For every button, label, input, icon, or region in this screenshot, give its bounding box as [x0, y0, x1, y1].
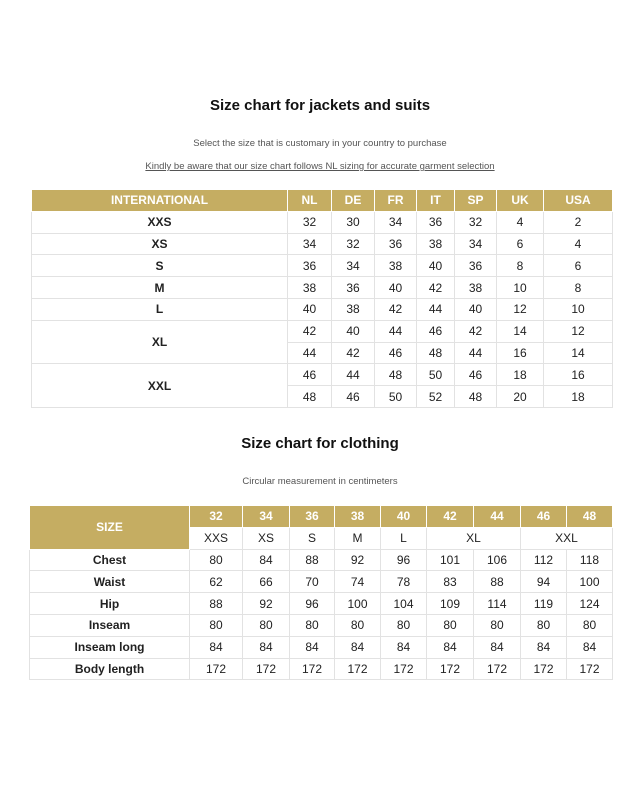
- size-value: 10: [497, 277, 544, 299]
- measurement-value: 84: [381, 636, 427, 658]
- measurement-value: 101: [427, 549, 474, 571]
- size-letter-header: XL: [427, 527, 521, 549]
- measurement-value: 80: [521, 614, 567, 636]
- measurement-value: 84: [243, 549, 290, 571]
- measurement-value: 84: [290, 636, 335, 658]
- size-value: 18: [544, 386, 613, 408]
- size-value: 50: [375, 386, 417, 408]
- size-value: 42: [288, 320, 332, 342]
- size-letter-header: XS: [243, 527, 290, 549]
- size-value: 32: [455, 211, 497, 233]
- measurement-value: 172: [290, 658, 335, 680]
- column-header: INTERNATIONAL: [32, 190, 288, 212]
- measurement-value: 124: [567, 593, 613, 615]
- size-value: 44: [417, 298, 455, 320]
- size-value: 30: [332, 211, 375, 233]
- measurement-value: 94: [521, 571, 567, 593]
- measurement-value: 84: [335, 636, 381, 658]
- size-label: XXS: [32, 211, 288, 233]
- size-value: 6: [497, 233, 544, 255]
- size-value: 32: [332, 233, 375, 255]
- size-value: 6: [544, 255, 613, 277]
- size-value: 16: [544, 364, 613, 386]
- measurement-value: 80: [190, 549, 243, 571]
- measurement-value: 106: [474, 549, 521, 571]
- measurement-value: 78: [381, 571, 427, 593]
- size-letter-header: M: [335, 527, 381, 549]
- measurement-label: Hip: [30, 593, 190, 615]
- measurement-value: 88: [290, 549, 335, 571]
- size-value: 46: [332, 386, 375, 408]
- size-value: 40: [455, 298, 497, 320]
- size-value: 42: [417, 277, 455, 299]
- measurement-label: Waist: [30, 571, 190, 593]
- table-row: [30, 658, 613, 680]
- size-number-header: 42: [427, 506, 474, 528]
- column-header: NL: [288, 190, 332, 212]
- size-label: L: [32, 298, 288, 320]
- measurement-value: 112: [521, 549, 567, 571]
- measurement-value: 109: [427, 593, 474, 615]
- measurement-value: 84: [190, 636, 243, 658]
- size-value: 44: [455, 342, 497, 364]
- size-letter-header: S: [290, 527, 335, 549]
- size-value: 46: [375, 342, 417, 364]
- measurement-value: 100: [567, 571, 613, 593]
- size-value: 20: [497, 386, 544, 408]
- measurement-label: Body length: [30, 658, 190, 680]
- table-row: [32, 364, 613, 386]
- column-header: IT: [417, 190, 455, 212]
- size-label: S: [32, 255, 288, 277]
- table-row: [32, 211, 613, 233]
- measurement-value: 66: [243, 571, 290, 593]
- size-value: 42: [455, 320, 497, 342]
- measurement-value: 172: [474, 658, 521, 680]
- size-value: 38: [417, 233, 455, 255]
- measurement-value: 80: [381, 614, 427, 636]
- table-row: [30, 636, 613, 658]
- table-row: [32, 233, 613, 255]
- size-value: 8: [497, 255, 544, 277]
- size-value: 42: [375, 298, 417, 320]
- measurement-value: 172: [335, 658, 381, 680]
- size-number-header: 34: [243, 506, 290, 528]
- size-value: 48: [375, 364, 417, 386]
- measurement-value: 80: [190, 614, 243, 636]
- jackets-subtitle: Select the size that is customary in your country to purchase: [193, 138, 447, 149]
- size-label: M: [32, 277, 288, 299]
- measurement-value: 172: [243, 658, 290, 680]
- size-value: 32: [288, 211, 332, 233]
- size-value: 34: [332, 255, 375, 277]
- measurement-value: 96: [290, 593, 335, 615]
- size-value: 14: [497, 320, 544, 342]
- column-header: FR: [375, 190, 417, 212]
- size-value: 18: [497, 364, 544, 386]
- size-value: 40: [375, 277, 417, 299]
- measurement-value: 80: [427, 614, 474, 636]
- size-value: 40: [417, 255, 455, 277]
- size-letter-header: XXL: [521, 527, 613, 549]
- measurement-value: 88: [474, 571, 521, 593]
- measurement-value: 88: [190, 593, 243, 615]
- size-value: 46: [417, 320, 455, 342]
- size-value: 36: [332, 277, 375, 299]
- measurement-value: 92: [335, 549, 381, 571]
- measurement-value: 80: [474, 614, 521, 636]
- clothing-title: Size chart for clothing: [241, 435, 399, 452]
- table-row: [30, 549, 613, 571]
- size-header: SIZE: [30, 506, 190, 550]
- table-row: [32, 320, 613, 342]
- measurement-value: 84: [474, 636, 521, 658]
- jackets-size-table: [31, 189, 613, 408]
- size-value: 42: [332, 342, 375, 364]
- measurement-value: 70: [290, 571, 335, 593]
- size-value: 40: [332, 320, 375, 342]
- measurement-value: 84: [567, 636, 613, 658]
- measurement-value: 80: [290, 614, 335, 636]
- measurement-value: 104: [381, 593, 427, 615]
- size-label: XS: [32, 233, 288, 255]
- column-header: UK: [497, 190, 544, 212]
- measurement-value: 172: [381, 658, 427, 680]
- size-value: 16: [497, 342, 544, 364]
- table-row: [30, 614, 613, 636]
- table-row: [32, 298, 613, 320]
- jackets-header-row: [32, 190, 613, 212]
- size-number-header: 40: [381, 506, 427, 528]
- clothing-number-row: [30, 506, 613, 528]
- size-value: 46: [455, 364, 497, 386]
- size-letter-header: XXS: [190, 527, 243, 549]
- table-row: [30, 593, 613, 615]
- measurement-value: 62: [190, 571, 243, 593]
- size-label: XXL: [32, 364, 288, 408]
- clothing-size-table: [29, 505, 613, 680]
- size-value: 40: [288, 298, 332, 320]
- measurement-value: 172: [427, 658, 474, 680]
- measurement-value: 114: [474, 593, 521, 615]
- size-number-header: 48: [567, 506, 613, 528]
- size-value: 38: [455, 277, 497, 299]
- size-value: 4: [497, 211, 544, 233]
- size-label: XL: [32, 320, 288, 364]
- clothing-subtitle: Circular measurement in centimeters: [242, 476, 398, 487]
- size-number-header: 38: [335, 506, 381, 528]
- size-value: 34: [288, 233, 332, 255]
- size-value: 38: [375, 255, 417, 277]
- size-number-header: 46: [521, 506, 567, 528]
- size-value: 12: [497, 298, 544, 320]
- column-header: USA: [544, 190, 613, 212]
- size-number-header: 36: [290, 506, 335, 528]
- measurement-value: 83: [427, 571, 474, 593]
- measurement-value: 172: [521, 658, 567, 680]
- column-header: DE: [332, 190, 375, 212]
- table-row: [30, 571, 613, 593]
- jackets-title: Size chart for jackets and suits: [209, 97, 431, 114]
- size-value: 12: [544, 320, 613, 342]
- measurement-value: 172: [190, 658, 243, 680]
- size-value: 36: [417, 211, 455, 233]
- size-value: 14: [544, 342, 613, 364]
- measurement-value: 80: [567, 614, 613, 636]
- size-letter-header: L: [381, 527, 427, 549]
- size-value: 36: [375, 233, 417, 255]
- size-value: 8: [544, 277, 613, 299]
- column-header: SP: [455, 190, 497, 212]
- size-value: 10: [544, 298, 613, 320]
- measurement-value: 172: [567, 658, 613, 680]
- nl-sizing-note: Kindly be aware that our size chart follows NL sizing for accurate garment selection: [145, 161, 495, 172]
- measurement-value: 84: [427, 636, 474, 658]
- measurement-label: Inseam long: [30, 636, 190, 658]
- size-value: 44: [375, 320, 417, 342]
- measurement-value: 74: [335, 571, 381, 593]
- size-value: 46: [288, 364, 332, 386]
- measurement-value: 84: [521, 636, 567, 658]
- measurement-value: 84: [243, 636, 290, 658]
- size-value: 50: [417, 364, 455, 386]
- measurement-value: 80: [335, 614, 381, 636]
- size-value: 48: [288, 386, 332, 408]
- size-value: 44: [288, 342, 332, 364]
- measurement-value: 118: [567, 549, 613, 571]
- size-value: 44: [332, 364, 375, 386]
- size-value: 34: [375, 211, 417, 233]
- size-value: 38: [288, 277, 332, 299]
- measurement-value: 119: [521, 593, 567, 615]
- size-value: 38: [332, 298, 375, 320]
- size-value: 36: [288, 255, 332, 277]
- size-value: 2: [544, 211, 613, 233]
- table-row: [32, 277, 613, 299]
- size-value: 52: [417, 386, 455, 408]
- measurement-value: 80: [243, 614, 290, 636]
- size-number-header: 44: [474, 506, 521, 528]
- measurement-value: 92: [243, 593, 290, 615]
- size-value: 36: [455, 255, 497, 277]
- measurement-value: 100: [335, 593, 381, 615]
- measurement-label: Chest: [30, 549, 190, 571]
- table-row: [32, 255, 613, 277]
- size-value: 48: [455, 386, 497, 408]
- size-value: 4: [544, 233, 613, 255]
- measurement-value: 96: [381, 549, 427, 571]
- measurement-label: Inseam: [30, 614, 190, 636]
- size-number-header: 32: [190, 506, 243, 528]
- size-value: 48: [417, 342, 455, 364]
- size-value: 34: [455, 233, 497, 255]
